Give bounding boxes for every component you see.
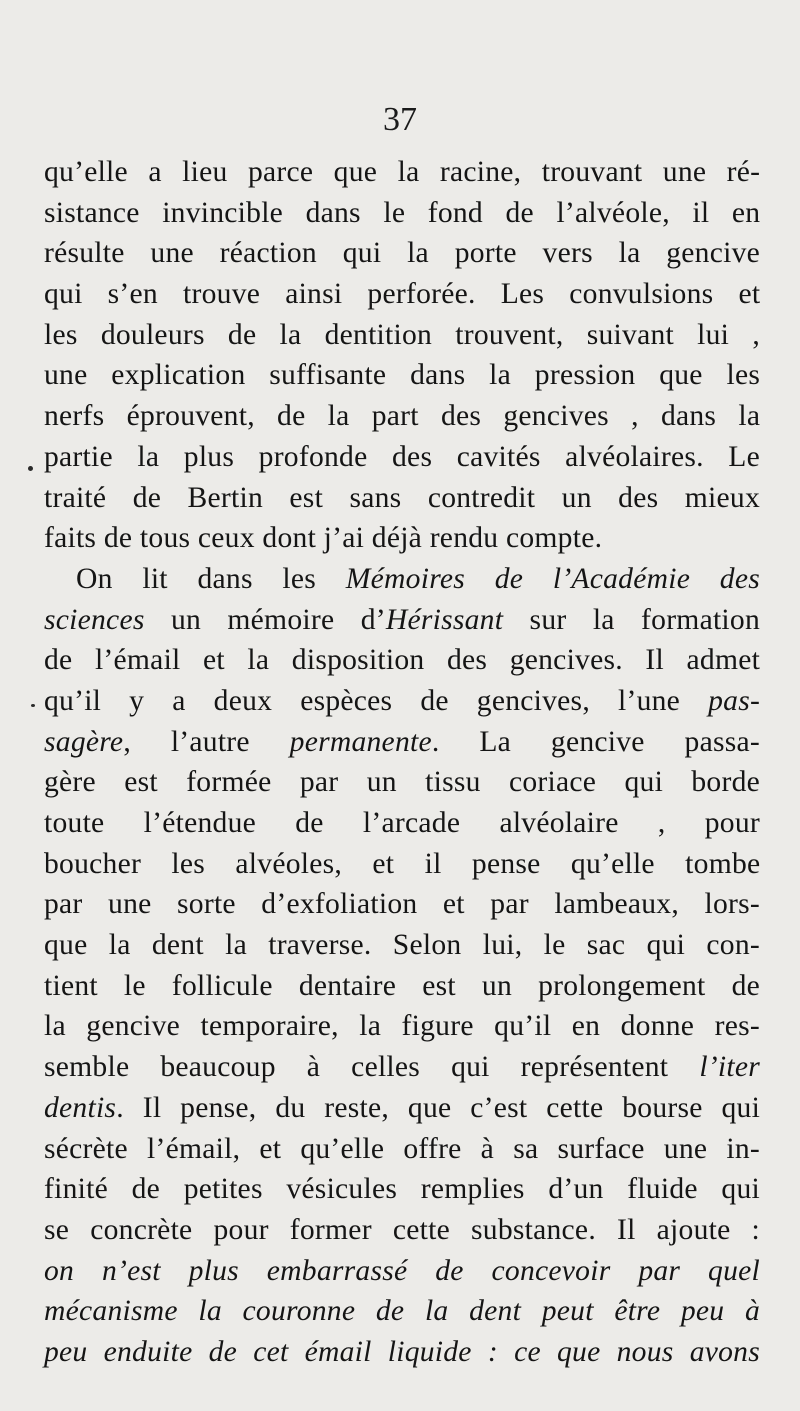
text-line xyxy=(44,1006,760,1047)
text-run: qu’elle a lieu parce que la racine, trouvant une ré- xyxy=(44,156,761,188)
text-line xyxy=(44,559,760,600)
text-run: les douleurs de la dentition trouvent, suivant lui , xyxy=(44,318,760,351)
text-line xyxy=(44,1251,760,1292)
text-run: de l’émail et la disposition des gencives. Il admet xyxy=(44,644,761,677)
italic-text: sagère xyxy=(44,725,124,758)
text-line xyxy=(44,1129,760,1170)
italic-text: dentis xyxy=(44,1091,117,1124)
text-run: sur la formation xyxy=(503,603,760,636)
italic-text: Mémoires de l’Académie des xyxy=(345,562,760,595)
italic-text: peu enduite de cet émail liquide : ce que nous avons xyxy=(44,1335,760,1368)
text-run: traité de Bertin est sans contredit un des mieux xyxy=(44,481,760,514)
page-number: 37 xyxy=(383,101,417,138)
text-line xyxy=(44,803,760,844)
text-line xyxy=(44,315,760,356)
text-line xyxy=(44,640,760,681)
italic-text: Hérissant xyxy=(385,603,504,636)
text-run: , l’autre xyxy=(123,725,290,758)
italic-text: pas- xyxy=(708,684,761,717)
text-run: qu’il y a deux espèces de gencives, l’une xyxy=(44,684,709,717)
text-run: qui s’en trouve ainsi perforée. Les convulsions et xyxy=(44,278,761,311)
text-run: une explication suffisante dans la pression que les xyxy=(44,359,761,392)
text-run: gère est formée par un tissu coriace qui borde xyxy=(44,766,760,799)
text-line xyxy=(44,518,760,559)
italic-text: l’iter xyxy=(699,1051,760,1084)
text-line xyxy=(44,1210,760,1251)
text-line xyxy=(44,600,760,641)
text-line xyxy=(44,152,760,193)
text-line xyxy=(44,722,760,763)
text-line xyxy=(44,966,760,1007)
text-line xyxy=(44,844,760,885)
text-run: se concrète pour former cette substance. Il ajoute : xyxy=(44,1213,760,1246)
text-line xyxy=(44,193,760,234)
italic-text: on n’est plus embarrassé de concevoir par quel xyxy=(44,1254,760,1287)
text-run: sistance invincible dans le fond de l’alvéole, il en xyxy=(44,196,761,229)
text-line xyxy=(44,762,760,803)
text-line xyxy=(44,1169,760,1210)
text-line xyxy=(44,355,760,396)
text-run: que la dent la traverse. Selon lui, le sac qui con- xyxy=(44,929,760,962)
text-run: par une sorte d’exfoliation et par lambeaux, lors- xyxy=(44,888,761,921)
text-line xyxy=(44,1088,760,1129)
text-line xyxy=(44,1332,760,1373)
text-run: boucher les alvéoles, et il pense qu’elle tombe xyxy=(44,847,761,880)
text-run: toute l’étendue de l’arcade alvéolaire , pour xyxy=(44,807,760,839)
text-line xyxy=(44,1047,760,1088)
text-line xyxy=(44,478,760,519)
text-run: la gencive temporaire, la figure qu’il en donne res- xyxy=(44,1010,760,1043)
italic-text: permanente xyxy=(289,725,432,758)
text-line xyxy=(44,396,760,437)
ink-speck xyxy=(28,466,33,471)
text-line xyxy=(44,437,760,478)
text-run: semble beaucoup à celles qui représentent xyxy=(44,1051,700,1084)
text-line xyxy=(44,233,760,274)
text-line xyxy=(44,681,760,722)
text-run: . La gencive passa- xyxy=(431,725,760,758)
text-run: un mémoire d’ xyxy=(144,603,386,636)
body-text xyxy=(44,152,760,1373)
text-run: nerfs éprouvent, de la part des gencives , dans la xyxy=(44,400,761,433)
text-run: finité de petites vésicules remplies d’un fluide qui xyxy=(44,1173,760,1206)
text-line xyxy=(44,884,760,925)
text-line xyxy=(44,274,760,315)
text-run: faits de tous ceux dont j’ai déjà rendu compte. xyxy=(44,522,603,555)
text-run: partie la plus profonde des cavités alvéolaires. Le xyxy=(44,440,760,473)
text-run: tient le follicule dentaire est un prolongement de xyxy=(44,969,760,1002)
italic-text: mécanisme la couronne de la dent peut être peu à xyxy=(44,1295,761,1328)
text-line xyxy=(44,1291,760,1332)
text-line xyxy=(44,925,760,966)
text-run: . Il pense, du reste, que c’est cette bourse qui xyxy=(116,1091,761,1124)
text-run: On lit dans les xyxy=(76,562,346,595)
ink-speck xyxy=(31,704,35,707)
text-run: résulte une réaction qui la porte vers la gencive xyxy=(44,237,761,270)
text-run: sécrète l’émail, et qu’elle offre à sa surface une in- xyxy=(44,1132,760,1165)
italic-text: sciences xyxy=(44,603,145,636)
